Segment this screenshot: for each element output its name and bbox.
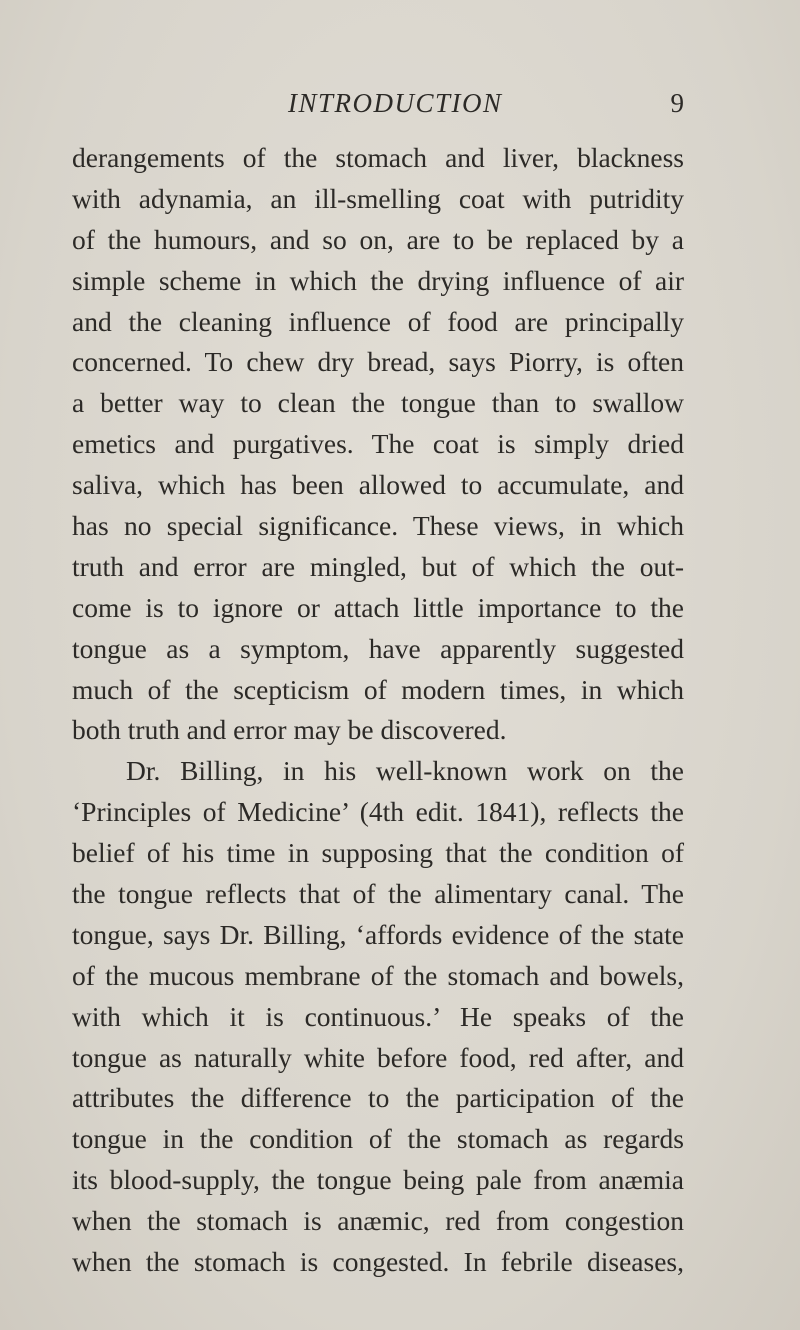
text-line: tongue in the condition of the stomach as regards xyxy=(72,1123,684,1155)
text-line: attributes the difference to the participation of the xyxy=(72,1082,684,1114)
text-line: when the stomach is anæmic, red from congestion xyxy=(72,1205,684,1237)
running-title: INTRODUCTION xyxy=(288,88,503,118)
text-line: with which it is continuous.’ He speaks of the xyxy=(72,1000,684,1032)
body-text xyxy=(72,138,684,1283)
text-line: come is to ignore or attach little importance to the xyxy=(72,591,684,623)
text-line: a better way to clean the tongue than to swallow xyxy=(72,387,684,419)
text-line: tongue as naturally white before food, red after, and xyxy=(72,1041,684,1073)
text-line: saliva, which has been allowed to accumulate, and xyxy=(72,469,684,501)
paragraph-start-line: Dr. Billing, in his well-known work on the xyxy=(126,755,684,787)
text-line: with adynamia, an ill-smelling coat with putridity xyxy=(72,182,684,214)
text-line: and the cleaning influence of food are principally xyxy=(72,305,684,337)
text-line: belief of his time in supposing that the condition of xyxy=(72,837,684,869)
text-line: much of the scepticism of modern times, in which xyxy=(72,673,684,705)
text-line: tongue as a symptom, have apparently suggested xyxy=(72,632,684,664)
text-line: simple scheme in which the drying influence of air xyxy=(72,264,684,296)
text-line: of the mucous membrane of the stomach and bowels, xyxy=(72,959,684,991)
text-line: of the humours, and so on, are to be replaced by a xyxy=(72,223,684,255)
text-line: concerned. To chew dry bread, says Piorry, is often xyxy=(72,346,684,378)
page-number: 9 xyxy=(670,88,684,118)
text-line: truth and error are mingled, but of which the out- xyxy=(72,550,684,582)
text-line: emetics and purgatives. The coat is simply dried xyxy=(72,428,684,460)
text-line: its blood-supply, the tongue being pale from anæmia xyxy=(72,1164,684,1196)
paragraph-end-line: both truth and error may be discovered. xyxy=(72,714,507,746)
text-line: when the stomach is congested. In febrile diseases, xyxy=(72,1246,684,1278)
text-line: ‘Principles of Medicine’ (4th edit. 1841), reflects the xyxy=(72,796,684,828)
text-line: tongue, says Dr. Billing, ‘affords evidence of the state xyxy=(72,918,684,950)
text-line: derangements of the stomach and liver, blackness xyxy=(72,142,684,173)
text-line: has no special significance. These views, in which xyxy=(72,510,684,542)
running-header xyxy=(72,88,684,124)
text-line: the tongue reflects that of the alimentary canal. The xyxy=(72,878,684,910)
